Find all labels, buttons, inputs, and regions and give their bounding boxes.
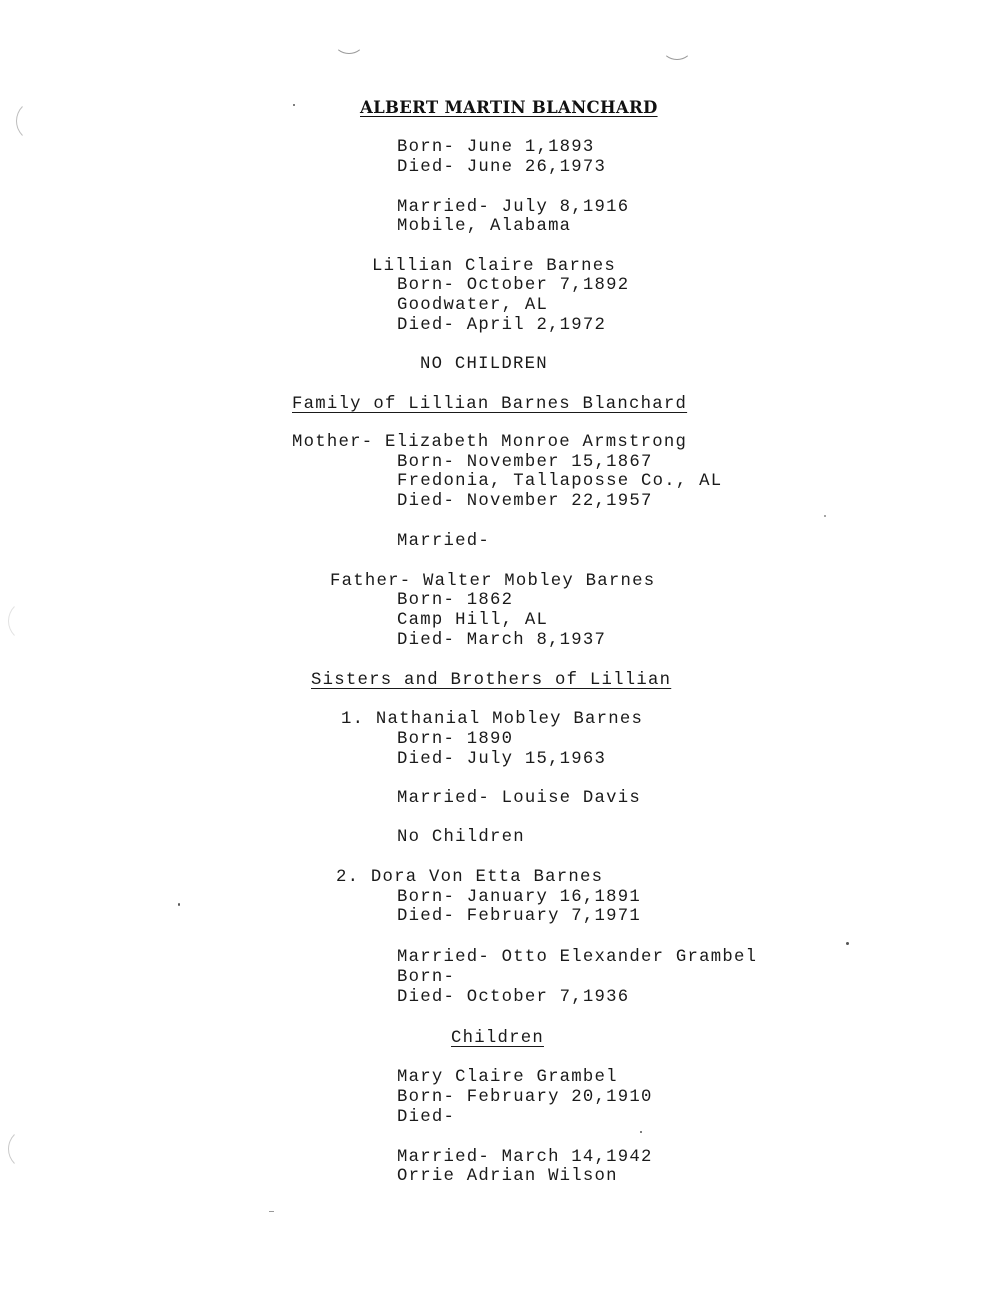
text-line: Died- February 7,1971 bbox=[397, 907, 642, 926]
section-heading-children: Children bbox=[451, 1029, 544, 1048]
section-heading-siblings: Sisters and Brothers of Lillian bbox=[311, 671, 672, 690]
text-line: Father- Walter Mobley Barnes bbox=[330, 572, 656, 591]
text-line: Died- bbox=[397, 1108, 456, 1127]
text-line: Camp Hill, AL bbox=[397, 611, 549, 630]
text-line: Born- bbox=[397, 968, 456, 987]
text-line: Mother- Elizabeth Monroe Armstrong bbox=[292, 433, 688, 452]
text-line: Born- June 1,1893 bbox=[397, 138, 595, 157]
page-title: ALBERT MARTIN BLANCHARD bbox=[360, 98, 658, 117]
punch-hole-mark-middle-left bbox=[8, 600, 50, 642]
speck bbox=[178, 903, 180, 906]
text-line: Born- January 16,1891 bbox=[397, 888, 642, 907]
text-line: Died- March 8,1937 bbox=[397, 631, 607, 650]
text-line: Died- October 7,1936 bbox=[397, 988, 630, 1007]
staple-mark-right bbox=[662, 36, 692, 60]
spouse-name: Lillian Claire Barnes bbox=[372, 257, 617, 276]
text-line: Died- June 26,1973 bbox=[397, 158, 607, 177]
text-line: Born- 1862 bbox=[397, 591, 514, 610]
text-line: Mobile, Alabama bbox=[397, 217, 572, 236]
speck bbox=[293, 104, 295, 106]
text-line: Died- November 22,1957 bbox=[397, 492, 653, 511]
text-line: Born- November 15,1867 bbox=[397, 453, 653, 472]
text-line: Married- bbox=[397, 532, 490, 551]
text-line: Mary Claire Grambel bbox=[397, 1068, 618, 1087]
text-line: Born- October 7,1892 bbox=[397, 276, 630, 295]
speck bbox=[824, 515, 826, 517]
text-line: Married- Louise Davis bbox=[397, 789, 642, 808]
text-line: Fredonia, Tallaposse Co., AL bbox=[397, 472, 723, 491]
text-line: Born- 1890 bbox=[397, 730, 514, 749]
punch-hole-mark-bottom-left bbox=[8, 1128, 50, 1170]
text-line: Born- February 20,1910 bbox=[397, 1088, 653, 1107]
scan-mark bbox=[269, 1211, 274, 1212]
text-line: NO CHILDREN bbox=[420, 355, 548, 374]
section-heading-family: Family of Lillian Barnes Blanchard bbox=[292, 395, 688, 414]
text-line: Married- July 8,1916 bbox=[397, 198, 630, 217]
text-line: Married- Otto Elexander Grambel bbox=[397, 948, 758, 967]
text-line: Married- March 14,1942 bbox=[397, 1148, 653, 1167]
speck bbox=[846, 942, 849, 945]
speck bbox=[640, 1131, 642, 1133]
staple-mark-left bbox=[334, 30, 364, 54]
text-line: Died- July 15,1963 bbox=[397, 750, 607, 769]
text-line: Goodwater, AL bbox=[397, 296, 549, 315]
text-line: 2. Dora Von Etta Barnes bbox=[336, 868, 604, 887]
text-line: 1. Nathanial Mobley Barnes bbox=[341, 710, 644, 729]
text-line: Orrie Adrian Wilson bbox=[397, 1167, 618, 1186]
text-line: Died- April 2,1972 bbox=[397, 316, 607, 335]
punch-hole-mark-top-left bbox=[16, 100, 58, 142]
text-line: No Children bbox=[397, 828, 525, 847]
